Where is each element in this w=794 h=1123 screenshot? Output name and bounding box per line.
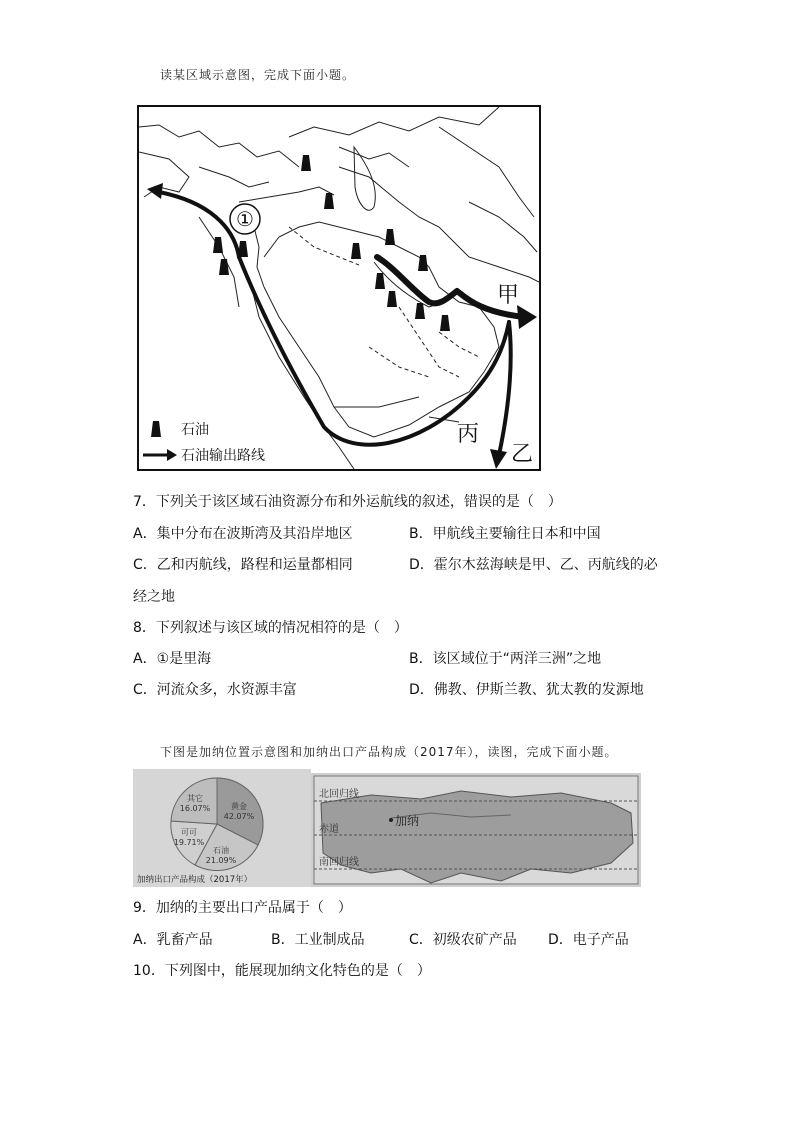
oil-icon	[301, 155, 311, 171]
route-bing-label: 丙	[457, 422, 480, 447]
middle-east-map	[137, 105, 541, 471]
q9-option-a[interactable]: A．乳畜产品	[133, 932, 213, 948]
section2-intro: 下图是加纳位置示意图和加纳出口产品构成（2017年），读图，完成下面小题。	[160, 745, 618, 759]
pie-value-oil: 21.09%	[205, 856, 237, 865]
section-intro: 读某区域示意图，完成下面小题。	[160, 68, 356, 82]
ghana-marker	[389, 818, 393, 822]
map-graphic	[139, 107, 539, 469]
pie-label-cocoa: 可可	[181, 828, 197, 837]
q9-option-b[interactable]: B．工业制成品	[271, 932, 365, 948]
legend-oil-label: 石油	[181, 422, 209, 438]
pie-label-gold: 黄金	[231, 802, 247, 811]
q7-option-d[interactable]: D．霍尔木兹海峡是甲、乙、丙航线的必	[409, 557, 658, 573]
route-west	[159, 192, 239, 257]
route-jia-label: 甲	[497, 283, 520, 308]
tropic-n-label: 北回归线	[319, 789, 359, 800]
legend-oil-icon	[151, 421, 161, 437]
legend-arrow-icon	[167, 449, 177, 461]
oil-icon	[219, 259, 229, 275]
q9-option-d[interactable]: D．电子产品	[548, 932, 629, 948]
map-legend	[143, 421, 265, 464]
q10-stem: 10．下列图中，能展现加纳文化特色的是（ ）	[133, 963, 431, 979]
q7-stem: 7．下列关于该区域石油资源分布和外运航线的叙述，错误的是（ ）	[133, 494, 562, 510]
equator-label: 赤道	[319, 824, 339, 835]
tropic-s-label: 南回归线	[319, 857, 359, 868]
q7-option-a[interactable]: A．集中分布在波斯湾及其沿岸地区	[133, 526, 353, 542]
q8-option-d[interactable]: D．佛教、伊斯兰教、犹太教的发源地	[409, 682, 644, 698]
oil-icon	[387, 291, 397, 307]
ghana-label: 加纳	[395, 814, 420, 828]
oil-icon	[385, 229, 395, 245]
pie-value-cocoa: 19.71%	[173, 838, 205, 847]
q8-option-c[interactable]: C．河流众多，水资源丰富	[133, 682, 297, 698]
q8-stem: 8．下列叙述与该区域的情况相符的是（ ）	[133, 620, 408, 636]
q7-option-b[interactable]: B．甲航线主要输往日本和中国	[409, 526, 601, 542]
pie-label-other: 其它	[187, 794, 203, 803]
ghana-export-pie	[133, 769, 311, 887]
pie-caption: 加纳出口产品构成（2017年）	[137, 875, 253, 885]
oil-markers	[213, 155, 450, 331]
route-yi-arrow	[490, 449, 507, 469]
route-west-arrow	[147, 183, 163, 199]
q9-stem: 9．加纳的主要出口产品属于（ ）	[133, 900, 352, 916]
legend-route-label: 石油输出路线	[181, 448, 265, 464]
q7-option-d-cont: 经之地	[133, 589, 175, 605]
oil-icon	[324, 193, 334, 209]
q9-option-c[interactable]: C．初级农矿产品	[409, 932, 517, 948]
oil-icon	[440, 315, 450, 331]
oil-icon	[415, 303, 425, 319]
q8-option-b[interactable]: B．该区域位于“两洋三洲”之地	[409, 651, 602, 667]
pie-label-oil: 石油	[213, 846, 229, 855]
route-yi-label: 乙	[511, 442, 534, 467]
q7-option-c[interactable]: C．乙和丙航线，路程和运量都相同	[133, 557, 353, 573]
oil-icon	[351, 243, 361, 259]
q8-option-a[interactable]: A．①是里海	[133, 651, 212, 667]
pie-value-other: 16.07%	[179, 804, 211, 813]
region-1-label: ①	[236, 207, 254, 231]
oil-icon	[375, 273, 385, 289]
route-jia-arrow	[517, 305, 537, 329]
pie-value-gold: 42.07%	[223, 812, 255, 821]
ghana-location-map	[311, 773, 641, 887]
route-bing	[239, 257, 509, 445]
